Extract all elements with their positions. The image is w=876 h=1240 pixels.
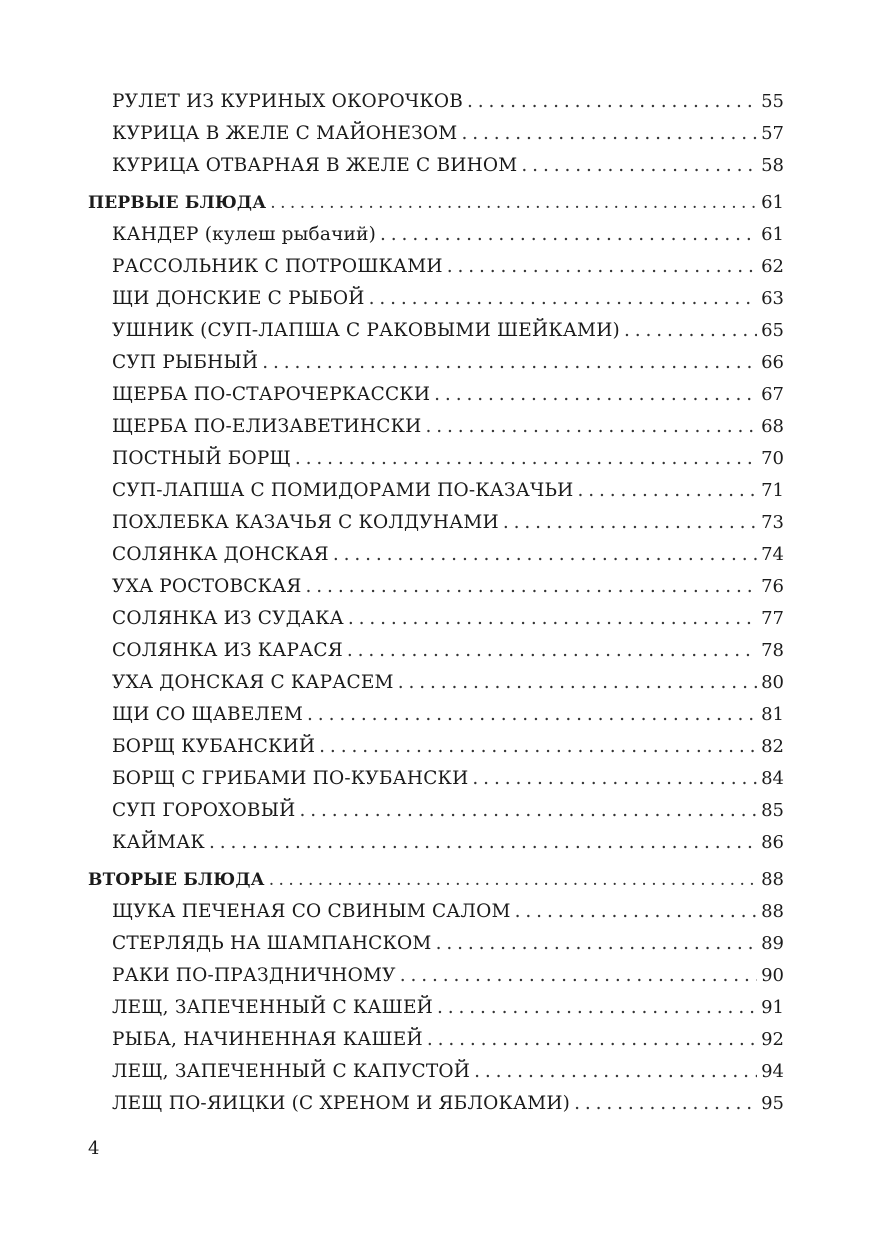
toc-page-number: 73 [761,512,784,533]
toc-page-number: 58 [761,155,784,176]
toc-title: РУЛЕТ ИЗ КУРИНЫХ ОКОРОЧКОВ [112,91,464,112]
toc-entry [88,507,784,539]
toc-title: СУП РЫБНЫЙ [112,352,259,373]
toc-entry [88,118,784,150]
table-of-contents [88,86,784,1120]
toc-title: УХА ДОНСКАЯ С КАРАСЕМ [112,672,394,693]
toc-title: ПЕРВЫЕ БЛЮДА [88,193,267,213]
toc-entry [88,219,784,251]
dot-leader [425,411,757,443]
toc-entry [88,896,784,928]
toc-title: СОЛЯНКА ИЗ СУДАКА [112,608,344,629]
toc-title: КУРИЦА ОТВАРНАЯ В ЖЕЛЕ С ВИНОМ [112,155,518,176]
dot-leader [574,1088,757,1120]
toc-entry [88,150,784,182]
toc-title: БОРЩ КУБАНСКИЙ [112,736,316,757]
dot-leader [307,699,757,731]
dot-leader [472,763,757,795]
toc-entry [88,443,784,475]
dot-leader [398,667,757,699]
dot-leader [436,928,758,960]
toc-entry [88,699,784,731]
toc-title: СОЛЯНКА ДОНСКАЯ [112,544,329,565]
toc-page-number: 74 [761,544,784,565]
toc-entry [88,731,784,763]
dot-leader [348,603,757,635]
toc-page-number: 66 [761,352,784,373]
page-number: 4 [88,1138,100,1159]
toc-section-heading [88,187,784,219]
toc-entry [88,347,784,379]
toc-title: ЩИ СО ЩАВЕЛЕМ [112,704,304,725]
dot-leader [474,1056,757,1088]
toc-page-number: 88 [761,901,784,922]
toc-page-number: 81 [761,704,784,725]
toc-page-number: 61 [761,192,784,213]
toc-title: ВТОРЫЕ БЛЮДА [88,870,265,890]
toc-title: РАКИ ПО-ПРАЗДНИЧНОМУ [112,965,396,986]
toc-page-number: 85 [761,800,784,821]
dot-leader [437,992,757,1024]
dot-leader [299,795,757,827]
toc-page-number: 95 [761,1093,784,1114]
toc-entry [88,1056,784,1088]
dot-leader [427,1024,757,1056]
toc-page-number: 89 [761,933,784,954]
toc-entry [88,1024,784,1056]
dot-leader [577,475,757,507]
dot-leader [400,960,757,992]
toc-title: ЩИ ДОНСКИЕ С РЫБОЙ [112,288,365,309]
dot-leader [624,315,757,347]
dot-leader [461,118,757,150]
toc-entry [88,795,784,827]
toc-page-number: 70 [761,448,784,469]
toc-title: УШНИК (СУП-ЛАПША С РАКОВЫМИ ШЕЙКАМИ) [112,320,620,341]
toc-title: ПОСТНЫЙ БОРЩ [112,448,291,469]
toc-entry [88,251,784,283]
dot-leader [262,347,757,379]
dot-leader [380,219,757,251]
toc-entry [88,86,784,118]
dot-leader [447,251,757,283]
toc-page-number: 77 [761,608,784,629]
toc-title: ЩУКА ПЕЧЕНАЯ СО СВИНЫМ САЛОМ [112,901,511,922]
toc-entry [88,283,784,315]
toc-title: ЛЕЩ, ЗАПЕЧЕННЫЙ С КАШЕЙ [112,997,433,1018]
toc-page-number: 82 [761,736,784,757]
toc-page-number: 80 [761,672,784,693]
toc-page-number: 90 [761,965,784,986]
toc-title: РЫБА, НАЧИНЕННАЯ КАШЕЙ [112,1029,423,1050]
toc-page-number: 92 [761,1029,784,1050]
toc-title: УХА РОСТОВСКАЯ [112,576,302,597]
toc-title: ПОХЛЕБКА КАЗАЧЬЯ С КОЛДУНАМИ [112,512,499,533]
toc-page-number: 76 [761,576,784,597]
toc-title: СОЛЯНКА ИЗ КАРАСЯ [112,640,343,661]
toc-entry [88,635,784,667]
toc-entry [88,827,784,859]
toc-page-number: 86 [761,832,784,853]
toc-page-number: 84 [761,768,784,789]
toc-entry [88,603,784,635]
toc-entry [88,667,784,699]
toc-entry [88,928,784,960]
toc-page-number: 88 [761,869,784,890]
toc-page-number: 61 [761,224,784,245]
toc-entry [88,379,784,411]
toc-title: БОРЩ С ГРИБАМИ ПО-КУБАНСКИ [112,768,469,789]
toc-page-number: 63 [761,288,784,309]
dot-leader [295,443,757,475]
dot-leader [515,896,757,928]
toc-title: СУП ГОРОХОВЫЙ [112,800,296,821]
toc-entry [88,960,784,992]
toc-title: КАЙМАК [112,832,205,853]
dot-leader [319,731,757,763]
toc-title: СУП-ЛАПША С ПОМИДОРАМИ ПО-КАЗАЧЬИ [112,480,574,501]
toc-entry [88,539,784,571]
toc-entry [88,475,784,507]
toc-page-number: 55 [761,91,784,112]
toc-page-number: 57 [761,123,784,144]
toc-entry [88,315,784,347]
dot-leader [503,507,757,539]
toc-title: ЩЕРБА ПО-ЕЛИЗАВЕТИНСКИ [112,416,422,437]
toc-page-number: 65 [761,320,784,341]
toc-title: ЛЕЩ ПО-ЯИЦКИ (С ХРЕНОМ И ЯБЛОКАМИ) [112,1093,571,1114]
toc-title: ЛЕЩ, ЗАПЕЧЕННЫЙ С КАПУСТОЙ [112,1061,471,1082]
toc-page-number: 68 [761,416,784,437]
toc-page-number: 94 [761,1061,784,1082]
toc-entry [88,992,784,1024]
dot-leader [434,379,757,411]
toc-entry [88,1088,784,1120]
dot-leader [467,86,757,118]
dot-leader [369,283,757,315]
toc-title: СТЕРЛЯДЬ НА ШАМПАНСКОМ [112,933,432,954]
dot-leader [209,827,757,859]
toc-title: КУРИЦА В ЖЕЛЕ С МАЙОНЕЗОМ [112,123,458,144]
toc-title: РАССОЛЬНИК С ПОТРОШКАМИ [112,256,443,277]
toc-entry [88,571,784,603]
toc-title: ЩЕРБА ПО-СТАРОЧЕРКАССКИ [112,384,431,405]
toc-title: КАНДЕР (кулеш рыбачий) [112,224,377,245]
toc-entry [88,763,784,795]
toc-page-number: 78 [761,640,784,661]
toc-page-number: 67 [761,384,784,405]
toc-page-number: 91 [761,997,784,1018]
dot-leader [269,864,757,896]
dot-leader [306,571,758,603]
dot-leader [347,635,757,667]
toc-page-number: 62 [761,256,784,277]
dot-leader [333,539,757,571]
toc-section-heading [88,864,784,896]
toc-entry [88,411,784,443]
dot-leader [521,150,757,182]
dot-leader [270,187,757,219]
toc-page-number: 71 [761,480,784,501]
